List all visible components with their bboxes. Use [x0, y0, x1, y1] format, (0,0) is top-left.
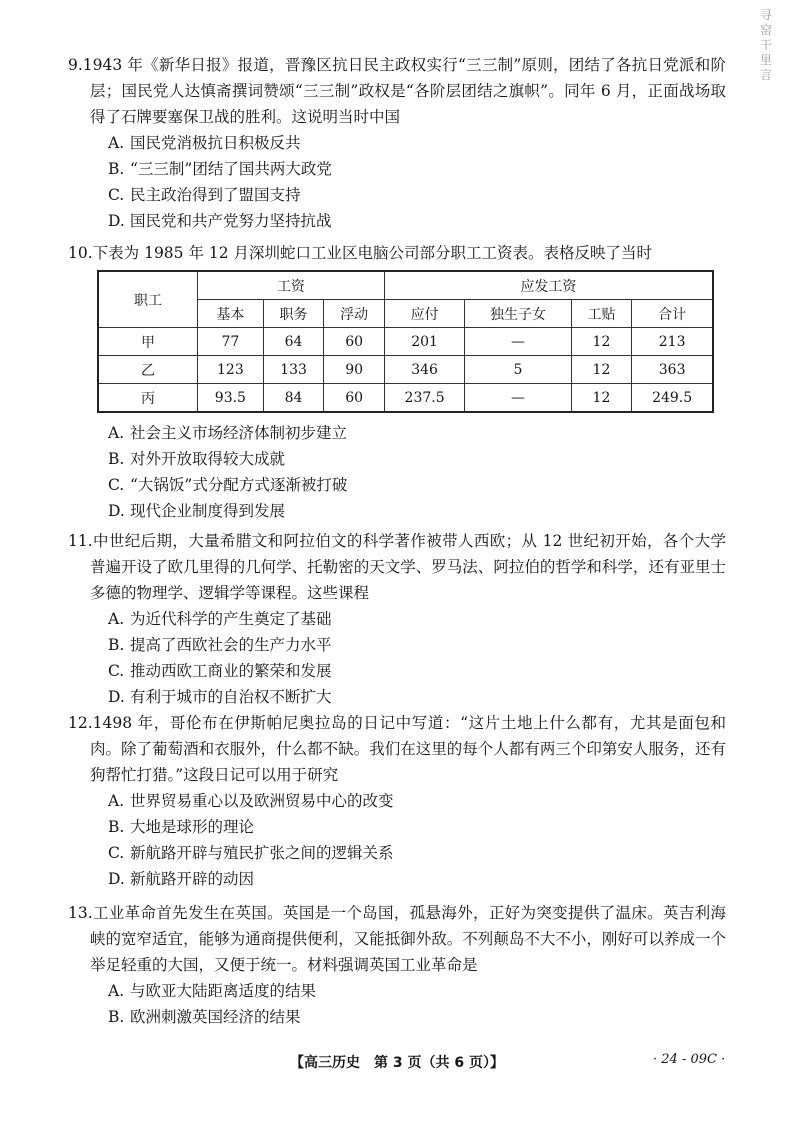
question-stem: 13.工业革命首先发生在英国。英国是一个岛国，孤悬海外，正好为突变提供了温床。英吉利海峡的宽窄适宜，能够为通商提供便利，又能抵御外敌。不列颠岛不大不小，刚好可以养成一个举足轻重的大国，又便于统一。材料强调英国工业革命是: [68, 904, 726, 974]
option-a: A. 与欧亚大陆距离适度的结果: [108, 982, 317, 1000]
subheader: 基本: [198, 300, 264, 328]
header-staff: 职工: [98, 271, 198, 328]
question-number: 11.: [68, 532, 93, 550]
table-row: 丙 93.5 84 60 237.5 — 12 249.5: [98, 384, 713, 413]
option-a: A. 社会主义市场经济体制初步建立: [108, 424, 348, 442]
table-row: 乙 123 133 90 346 5 12 363: [98, 356, 713, 384]
option-b: B. 欧洲刺激英国经济的结果: [108, 1008, 301, 1026]
question-number: 13.: [68, 904, 93, 922]
question-11: [68, 528, 726, 710]
question-number: 12.: [68, 714, 93, 732]
header-wage: 工资: [198, 271, 385, 300]
subheader: 工贴: [571, 300, 632, 328]
page-footer: 【高三历史 第 3 页（共 6 页）】: [290, 1055, 504, 1071]
option-d: D. 有利于城市的自治权不断扩大: [108, 688, 332, 706]
option-a: A. 世界贸易重心以及欧洲贸易中心的改变: [108, 792, 394, 810]
option-d: D. 国民党和共产党努力坚持抗战: [108, 212, 332, 230]
question-10-options: [90, 420, 726, 524]
question-number: 10.: [68, 244, 93, 262]
subheader: 应付: [384, 300, 464, 328]
question-stem: 11.中世纪后期，大量希腊文和阿拉伯文的科学著作被带人西欧；从 12 世纪初开始，各个大学普遍开设了欧几里得的几何学、托勒密的天文学、罗马法、阿拉伯的哲学和科学，还有亚里士多德的物理学、逻辑学等课程。这些课程: [68, 532, 726, 602]
subheader: 合计: [632, 300, 713, 328]
question-13: [68, 900, 726, 1030]
option-c: C. “大锅饭”式分配方式逐渐被打破: [108, 476, 348, 494]
option-d: D. 现代企业制度得到发展: [108, 502, 286, 520]
subheader: 独生子女: [465, 300, 571, 328]
option-b: B. 大地是球形的理论: [108, 818, 255, 836]
option-b: B. 对外开放取得较大成就: [108, 450, 286, 468]
option-c: C. 新航路开辟与殖民扩张之间的逻辑关系: [108, 844, 394, 862]
question-stem: 10.下表为 1985 年 12 月深圳蛇口工业区电脑公司部分职工工资表。表格反映了当时: [68, 244, 653, 262]
margin-mark: 寻窑干里言: [760, 8, 773, 82]
question-10: [68, 240, 726, 266]
option-c: C. 推动西欧工商业的繁荣和发展: [108, 662, 332, 680]
option-a: A. 为近代科学的产生奠定了基础: [108, 610, 332, 628]
subheader: 浮动: [324, 300, 385, 328]
question-number: 9.: [68, 56, 83, 74]
table-row: 甲 77 64 60 201 — 12 213: [98, 328, 713, 356]
option-b: B. “三三制”团结了国共两大政党: [108, 160, 332, 178]
question-9: [68, 52, 726, 234]
option-d: D. 新航路开辟的动因: [108, 870, 255, 888]
header-payable: 应发工资: [384, 271, 713, 300]
wage-table: [97, 270, 714, 413]
option-c: C. 民主政治得到了盟国支持: [108, 186, 301, 204]
paper-code: · 24 - 09C ·: [653, 1052, 726, 1067]
question-stem: 9.1943 年《新华日报》报道，晋豫区抗日民主政权实行“三三制”原则，团结了各抗日党派和阶层；国民党人达慎斋撰词赞颂“三三制”政权是“各阶层团结之旗帜”。同年 6 月，正面战场取得了石牌要塞保卫战的胜利。这说明当时中国: [68, 56, 726, 126]
question-12: [68, 710, 726, 892]
option-a: A. 国民党消极抗日积极反共: [108, 134, 301, 152]
subheader: 职务: [263, 300, 324, 328]
option-b: B. 提高了西欧社会的生产力水平: [108, 636, 332, 654]
question-stem: 12.1498 年，哥伦布在伊斯帕尼奥拉岛的日记中写道：“这片土地上什么都有，尤其是面包和肉。除了葡萄酒和衣服外，什么都不缺。我们在这里的每个人都有两三个印第安人服务，还有狗帮忙打猎。”这段日记可以用于研究: [68, 714, 726, 784]
